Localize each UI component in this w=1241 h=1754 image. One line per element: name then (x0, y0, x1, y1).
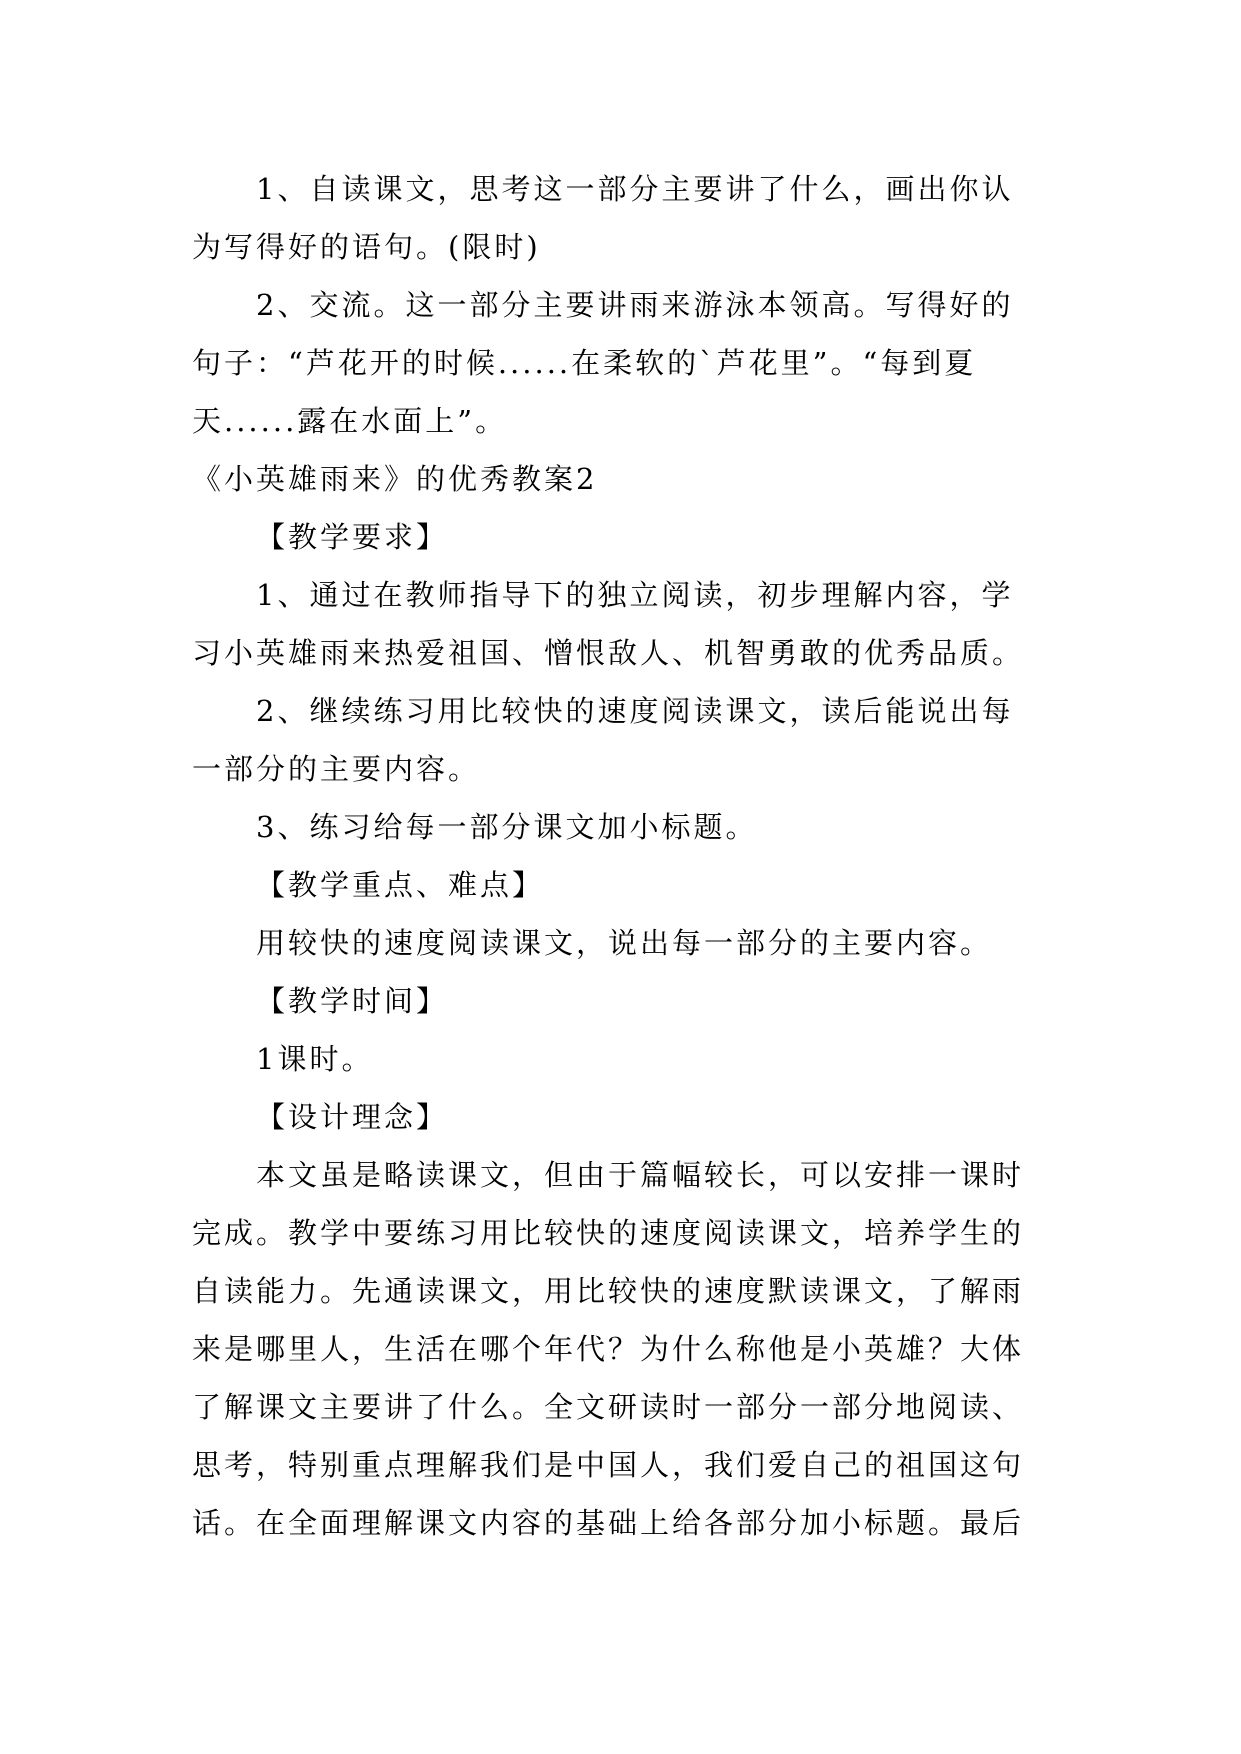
text-line: 为写得好的语句。(限时) (192, 230, 541, 264)
text-line: 1、通过在教师指导下的独立阅读，初步理解内容，学 (256, 578, 1014, 612)
document-body (192, 160, 1072, 1552)
text-line: 【教学时间】 (256, 984, 449, 1018)
text-line: 2、交流。这一部分主要讲雨来游泳本领高。写得好的 (256, 288, 1014, 322)
text-line: 2、继续练习用比较快的速度阅读课文，读后能说出每 (256, 694, 1014, 728)
text-line: 【教学重点、难点】 (256, 868, 545, 902)
text-line: 【教学要求】 (256, 520, 449, 554)
text-line: 用较快的速度阅读课文，说出每一部分的主要内容。 (256, 926, 993, 960)
text-line: 3、练习给每一部分课文加小标题。 (256, 810, 758, 844)
text-line: 习小英雄雨来热爱祖国、憎恨敌人、机智勇敢的优秀品质。 (192, 636, 1025, 670)
text-line: 1课时。 (256, 1042, 374, 1076)
text-line: 完成。教学中要练习用比较快的速度阅读课文，培养学生的 (192, 1216, 1025, 1250)
text-line: 天......露在水面上”。 (192, 404, 508, 438)
text-line: 一部分的主要内容。 (192, 752, 481, 786)
text-line: 自读能力。先通读课文，用比较快的速度默读课文，了解雨 (192, 1274, 1025, 1308)
text-line: 本文虽是略读课文，但由于篇幅较长，可以安排一课时 (256, 1158, 1025, 1192)
text-line: 《小英雄雨来》的优秀教案2 (192, 462, 598, 496)
text-line: 话。在全面理解课文内容的基础上给各部分加小标题。最后 (192, 1506, 1025, 1540)
text-line: 思考，特别重点理解我们是中国人，我们爱自己的祖国这句 (192, 1448, 1025, 1482)
text-line: 【设计理念】 (256, 1100, 449, 1134)
text-line: 句子：“芦花开的时候......在柔软的`芦花里”。“每到夏 (192, 346, 977, 380)
text-line: 了解课文主要讲了什么。全文研读时一部分一部分地阅读、 (192, 1390, 1025, 1424)
text-line: 来是哪里人，生活在哪个年代？为什么称他是小英雄？大体 (192, 1332, 1025, 1366)
text-line: 1、自读课文，思考这一部分主要讲了什么，画出你认 (256, 172, 1014, 206)
